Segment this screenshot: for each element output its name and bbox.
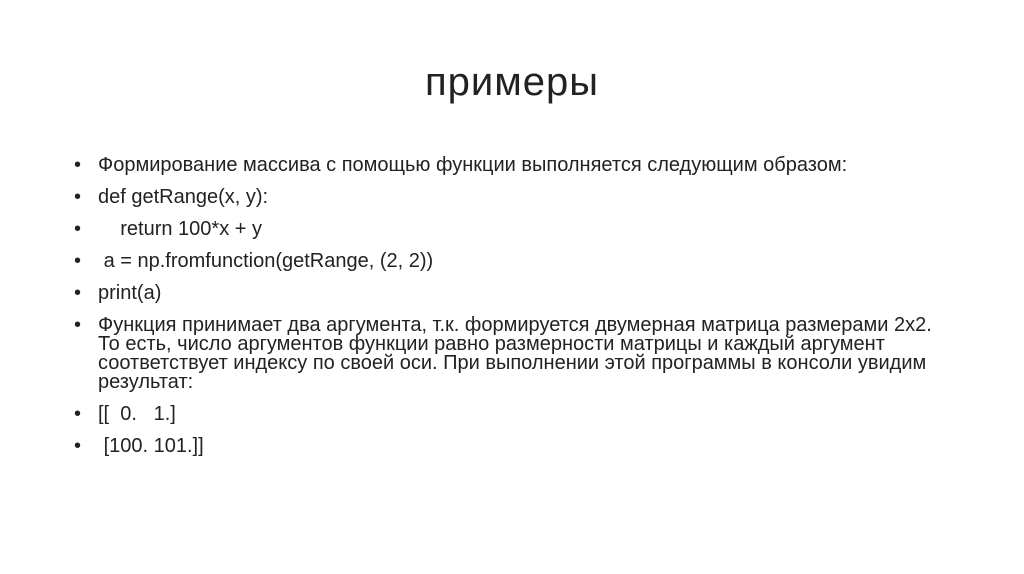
bullet-text: return 100*x + y	[98, 218, 262, 240]
bullet-dot-icon: •	[74, 314, 82, 336]
bullet-text: def getRange(x, y):	[98, 186, 269, 208]
bullet-dot-icon: •	[74, 218, 82, 240]
bullet-dot-icon: •	[74, 186, 82, 208]
bullet-dot-icon: •	[74, 250, 82, 272]
bullet-item	[74, 314, 938, 393]
bullet-item	[74, 437, 934, 456]
bullet-item	[74, 252, 934, 271]
bullet-text: Функция принимает два аргумента, т.к. формируется двумерная матрица размерами 2x2. То есть, число аргументов функции равно размерности матрицы и каждый аргумент соответствует индексу по своей оси. При выполнении этой программы в консоли увидим результат:	[98, 314, 938, 393]
bullet-item	[74, 405, 934, 424]
bullet-dot-icon: •	[74, 282, 82, 304]
bullet-dot-icon: •	[74, 403, 82, 425]
slide-title: примеры	[425, 60, 599, 104]
bullet-list	[74, 154, 938, 469]
bullet-item	[74, 156, 934, 175]
bullet-text: print(a)	[98, 282, 162, 304]
bullet-text: a = np.fromfunction(getRange, (2, 2))	[98, 250, 434, 272]
bullet-dot-icon: •	[74, 435, 82, 457]
bullet-dot-icon: •	[74, 154, 82, 176]
bullet-item	[74, 220, 934, 239]
bullet-item	[74, 188, 934, 207]
bullet-text: [100. 101.]]	[98, 435, 204, 457]
bullet-text: [[ 0. 1.]	[98, 403, 176, 425]
bullet-text: Формирование массива с помощью функции выполняется следующим образом:	[98, 154, 848, 176]
bullet-item	[74, 284, 934, 303]
